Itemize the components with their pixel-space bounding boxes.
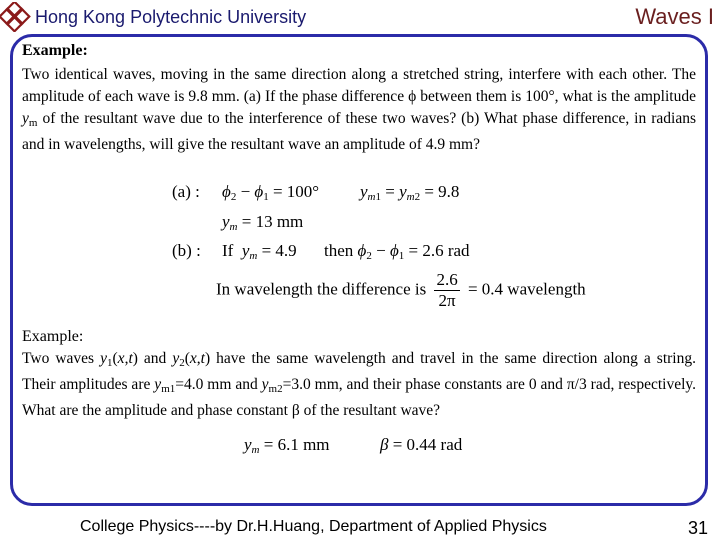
course-title: Waves I [635,4,714,29]
eq-result-beta: β = 0.44 rad [380,435,463,454]
eq-wavelength: In wavelength the difference is $\frac{2.6}{2\pi}$ = 0.4 wavelength [216,270,586,310]
university-logo-icon [0,2,32,32]
example1-label: Example: [22,42,88,59]
eq-a-amplitudes: $y_{m1} = y_{m2} = 9.8$ [360,182,460,203]
eq-b-then: then $\phi_2 - \phi_1 = 2.6$ rad [324,241,470,262]
header-university [0,2,306,32]
eq-a-result: $y_m = 13$ mm [222,212,304,233]
example2-text: Two waves $y_1(x,t)$ and $y_2(x,t)$ have the same wavelength and travel in the same direction along a string. Their amplitudes are $y_{m1}=4.0$ mm and $y_{m2}=3.0$ mm, and their phase constants are 0 and π/3 rad, respectively. What are the amplitude and phase constant β of the resultant wave? [22,350,696,419]
eq-a-phase: $\phi_2 - \phi_1 = 100^\circ$ [222,182,320,203]
page-number: 31 [687,518,708,538]
eq-a-label: (a) : [172,182,200,201]
fraction: $\frac{2.6}{2\pi}$ [436,270,458,310]
example2-label: Example: [22,328,84,345]
eq-result-amplitude: $y_m = 6.1$ mm [244,435,330,456]
university-name: Hong Kong Polytechnic University [35,6,307,27]
eq-b-if: If $y_m = 4.9$ [222,241,297,262]
eq-b-label: (b) : [172,241,201,260]
footer-credit: College Physics----by Dr.H.Huang, Department of Applied Physics [80,518,547,535]
example1-text: Two identical waves, moving in the same direction along a stretched string, interfere with each other. The amplitude of each wave is 9.8 mm. (a) If the phase difference ϕ between them is 100°, what is the amplitude $y_m$ of the resultant wave due to the interference of these two waves? (b) What phase difference, in radians and in wavelengths, will give the resultant wave an amplitude of 4.9 mm? [22,66,696,153]
